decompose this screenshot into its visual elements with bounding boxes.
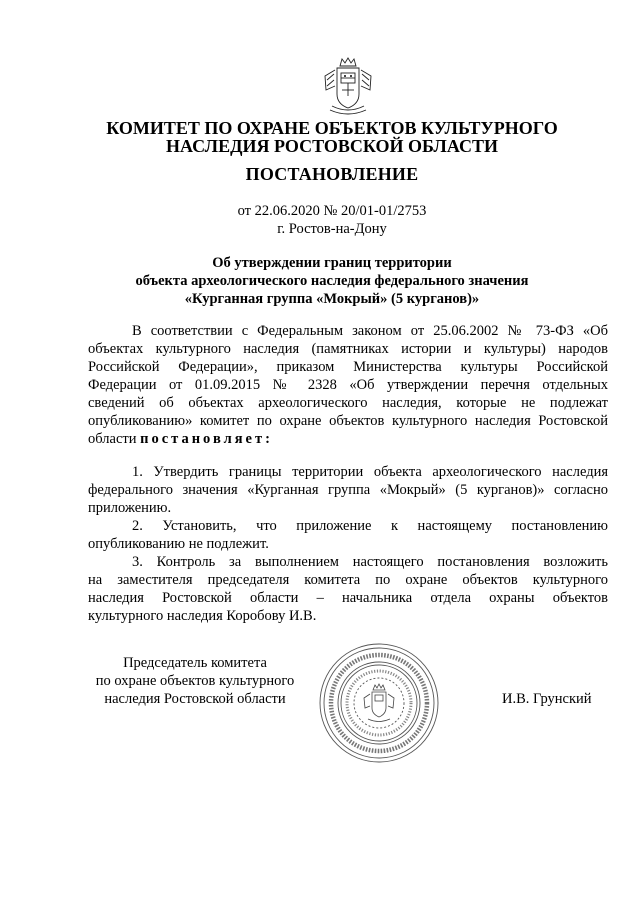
subject-line1: Об утверждении границ территории	[212, 255, 452, 271]
decree-item-2	[88, 517, 608, 553]
document-type-title: ПОСТАНОВЛЕНИЕ	[245, 164, 419, 184]
signatory-name: И.В. Грунский	[502, 691, 592, 707]
official-round-seal-icon	[318, 642, 440, 764]
decree-item-1	[88, 463, 608, 517]
subject-line3: «Курганная группа «Мокрый» (5 курганов)»	[184, 291, 480, 307]
intro-last-prefix: области	[88, 431, 141, 447]
item-line: 3. Контроль за выполнением настоящего постановления возложить	[132, 554, 608, 570]
intro-last-line	[88, 430, 608, 448]
decree-word: постановляет:	[140, 431, 273, 447]
item-line: федерального значения «Курганная группа «Мокрый» (5 курганов)» согласно	[88, 482, 608, 498]
intro-line: сведений об объектах археологического наследия, которые не подлежат	[88, 395, 608, 411]
committee-name-line1: КОМИТЕТ ПО ОХРАНЕ ОБЪЕКТОВ КУЛЬТУРНОГО	[106, 118, 558, 138]
item-line: на заместителя председателя комитета по охране объектов культурного	[88, 572, 608, 588]
rostov-region-coat-of-arms-icon	[322, 56, 374, 118]
intro-line: объектах культурного наследия (памятниках истории и культуры) народов	[88, 341, 608, 357]
intro-line: В соответствии с Федеральным законом от 25.06.2002 № 73-ФЗ «Об	[132, 323, 608, 339]
decree-item-3	[88, 553, 608, 625]
signatory-title-line2: по охране объектов культурного	[95, 673, 295, 689]
committee-name-line2: НАСЛЕДИЯ РОСТОВСКОЙ ОБЛАСТИ	[166, 136, 498, 156]
intro-line: Федерации от 01.09.2015 № 2328 «Об утверждении перечня отдельных	[88, 377, 608, 393]
document-date-number: от 22.06.2020 № 20/01-01/2753	[237, 203, 427, 219]
item-line: 2. Установить, что приложение к настоящему постановлению	[132, 518, 608, 534]
item-line: культурного наследия Коробову И.В.	[88, 608, 317, 624]
item-line: 1. Утвердить границы территории объекта археологического наследия	[132, 464, 608, 480]
intro-line: опубликованию» комитет по охране объектов культурного наследия Ростовской	[88, 413, 608, 429]
document-city: г. Ростов-на-Дону	[277, 221, 387, 237]
item-line: опубликованию не подлежит.	[88, 536, 269, 552]
signatory-title-line1: Председатель комитета	[123, 655, 267, 671]
item-line: наследия Ростовской области – начальника отдела охраны объектов	[88, 590, 608, 606]
signatory-title-line3: наследия Ростовской области	[104, 691, 286, 707]
intro-line: Российской Федерации», приказом Министерства культуры Российской	[88, 359, 608, 375]
item-line: приложению.	[88, 500, 172, 516]
intro-paragraph	[88, 322, 608, 448]
subject-line2: объекта археологического наследия федерального значения	[135, 273, 529, 289]
